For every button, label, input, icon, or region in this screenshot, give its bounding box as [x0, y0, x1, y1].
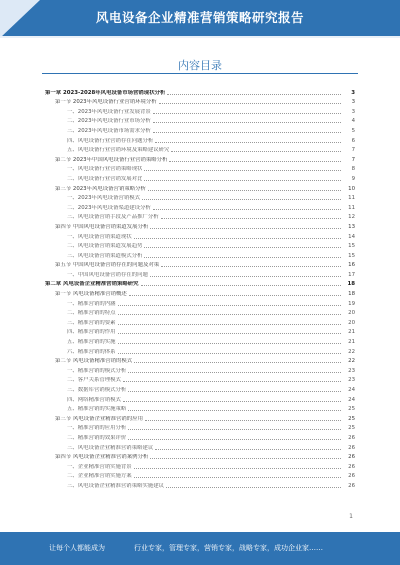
toc-entry-page: 14	[348, 233, 355, 240]
toc-entry-text: 五、风电设备行业营销环境及策略建议研究	[67, 147, 170, 154]
toc-entry[interactable]	[45, 412, 355, 422]
report-header	[0, 0, 400, 38]
toc-entry-page: 10	[348, 185, 355, 192]
toc-entry-text: 第一节 2023年风电设备行业营销环境分析	[55, 99, 157, 106]
toc-entry[interactable]	[45, 326, 355, 336]
toc-entry[interactable]	[45, 451, 355, 461]
toc-entry[interactable]	[45, 230, 355, 240]
toc-entry[interactable]	[45, 393, 355, 403]
toc-leader-dots	[153, 113, 341, 114]
toc-entry-text: 一、风电设备营销渠道现状	[67, 233, 132, 240]
toc-entry[interactable]	[45, 374, 355, 384]
toc-entry[interactable]	[45, 403, 355, 413]
toc-entry-text: 第一章 2023-2028年风电设备市场营销现状分析	[45, 89, 166, 96]
toc-leader-dots	[118, 343, 341, 344]
toc-entry-page: 22	[348, 358, 355, 365]
toc-entry-text: 第四节 中国风电设备营销渠道发展分析	[55, 223, 149, 230]
toc-leader-dots	[144, 247, 341, 248]
toc-leader-dots	[128, 429, 341, 430]
toc-leader-dots	[144, 180, 341, 181]
toc-heading: 内容目录	[178, 59, 222, 72]
toc-leader-dots	[129, 295, 341, 296]
toc-leader-dots	[128, 372, 341, 373]
toc-entry[interactable]	[45, 335, 355, 345]
toc-entry-page: 19	[348, 300, 355, 307]
toc-entry[interactable]	[45, 163, 355, 173]
toc-entry[interactable]	[45, 249, 355, 259]
toc-entry[interactable]	[45, 479, 355, 489]
toc-entry-page: 11	[348, 195, 355, 202]
toc-entry[interactable]	[45, 240, 355, 250]
report-title: 风电设备企业精准营销策略研究报告	[95, 10, 304, 25]
toc-entry[interactable]	[45, 86, 355, 96]
toc-leader-dots	[155, 449, 341, 450]
toc-entry[interactable]	[45, 287, 355, 297]
toc-leader-dots	[169, 161, 341, 162]
toc-leader-dots	[159, 103, 341, 104]
toc-entry[interactable]	[45, 431, 355, 441]
toc-entry-text: 四、精准营销的作用	[67, 329, 116, 336]
toc-leader-dots	[167, 94, 341, 95]
toc-entry-page: 24	[348, 396, 355, 403]
toc-entry-text: 二、精准营销的效果评价	[67, 434, 127, 441]
toc-entry-text: 四、风电设备行业营销存在问题分析	[67, 137, 154, 144]
toc-entry-page: 7	[351, 156, 355, 163]
toc-leader-dots	[141, 285, 341, 286]
toc-leader-dots	[128, 391, 341, 392]
toc-entry[interactable]	[45, 144, 355, 154]
toc-entry-text: 三、风电设备企业精准营销策略建议	[67, 444, 154, 451]
toc-entry-page: 6	[351, 137, 355, 144]
table-of-contents	[45, 86, 355, 489]
toc-leader-dots	[148, 190, 341, 191]
toc-entry-page: 26	[348, 444, 355, 451]
toc-entry[interactable]	[45, 220, 355, 230]
toc-entry[interactable]	[45, 259, 355, 269]
toc-entry-text: 四、网络精准营销模式	[67, 396, 121, 403]
toc-entry-text: 一、风电设备行业营销策略现状	[67, 166, 143, 173]
toc-entry-text: 第三节 风电设备企业精准营销的应用	[55, 415, 143, 422]
toc-entry-text: 二、风电设备营销渠道发展趋势	[67, 243, 143, 250]
toc-entry[interactable]	[45, 134, 355, 144]
toc-leader-dots	[118, 314, 341, 315]
toc-entry[interactable]	[45, 297, 355, 307]
toc-entry[interactable]	[45, 124, 355, 134]
toc-entry[interactable]	[45, 182, 355, 192]
toc-leader-dots	[150, 228, 341, 229]
toc-entry[interactable]	[45, 364, 355, 374]
toc-entry-page: 20	[348, 310, 355, 317]
toc-leader-dots	[118, 333, 341, 334]
toc-entry-text: 三、风电设备企业精准营销策略实施建议	[67, 482, 165, 489]
toc-entry-page: 26	[348, 473, 355, 480]
toc-entry-text: 一、中国风电设备营销存在的问题	[67, 271, 148, 278]
toc-entry[interactable]	[45, 345, 355, 355]
toc-entry-page: 25	[348, 415, 355, 422]
toc-leader-dots	[118, 305, 341, 306]
toc-entry[interactable]	[45, 441, 355, 451]
toc-entry-text: 一、精准营销的模式分析	[67, 367, 127, 374]
header-divider	[0, 36, 400, 38]
toc-entry-text: 第五节 中国风电设备营销存在的问题及对策	[55, 262, 160, 269]
toc-leader-dots	[134, 468, 341, 469]
toc-entry-page: 25	[348, 425, 355, 432]
toc-entry-page: 26	[348, 434, 355, 441]
toc-leader-dots	[134, 362, 341, 363]
toc-leader-dots	[161, 218, 341, 219]
toc-entry-text: 一、精准营销的应用分析	[67, 425, 127, 432]
toc-entry-page: 18	[347, 281, 355, 288]
toc-entry[interactable]	[45, 278, 355, 288]
toc-leader-dots	[123, 401, 341, 402]
toc-entry-page: 9	[351, 175, 355, 182]
toc-entry-page: 22	[348, 348, 355, 355]
toc-entry-page: 24	[348, 387, 355, 393]
toc-entry[interactable]	[45, 355, 355, 365]
toc-entry-text: 一、企业精准营销实施背景	[67, 463, 132, 470]
footer-slogan-right: 行业专家，管理专家，营销专家，战略专家，成功企业家……	[134, 544, 323, 552]
toc-leader-dots	[123, 381, 341, 382]
toc-entry-page: 21	[348, 329, 355, 336]
toc-entry-page: 15	[348, 243, 355, 250]
toc-entry-text: 六、精准营销的体系	[67, 348, 116, 355]
toc-entry-text: 五、精准营销的实施	[67, 339, 116, 346]
toc-leader-dots	[166, 487, 341, 488]
toc-leader-dots	[153, 122, 341, 123]
toc-entry-page: 12	[348, 214, 355, 221]
toc-entry-text: 五、精准营销的实施策略	[67, 406, 127, 413]
toc-entry-text: 三、精准营销的要素	[67, 319, 116, 326]
toc-entry[interactable]	[45, 307, 355, 317]
toc-entry-page: 17	[348, 271, 355, 278]
toc-entry-text: 第四节 风电设备企业精准营销案例分析	[55, 454, 149, 461]
toc-entry-text: 三、风电设备营销渠道模式分析	[67, 252, 143, 259]
toc-leader-dots	[155, 142, 341, 143]
toc-entry-text: 二、风电设备行业营销发展对比	[67, 175, 143, 182]
toc-entry-page: 26	[348, 482, 355, 489]
toc-entry[interactable]	[45, 105, 355, 115]
toc-entry-page: 7	[351, 147, 355, 154]
toc-heading-rule	[42, 73, 358, 74]
toc-leader-dots	[128, 439, 341, 440]
footer-banner	[0, 532, 400, 565]
toc-entry-page: 23	[348, 367, 355, 374]
toc-entry-text: 二、精准营销的特点	[67, 310, 116, 317]
toc-entry-page: 3	[351, 108, 355, 115]
toc-leader-dots	[150, 276, 341, 277]
toc-entry[interactable]	[45, 172, 355, 182]
toc-entry-text: 三、数据库营销模式分析	[67, 387, 127, 393]
toc-entry-text: 第二章 风电设备企业精准营销策略研究	[45, 281, 139, 288]
toc-leader-dots	[142, 199, 341, 200]
toc-entry[interactable]	[45, 201, 355, 211]
toc-entry[interactable]	[45, 316, 355, 326]
toc-leader-dots	[134, 477, 341, 478]
toc-entry[interactable]	[45, 460, 355, 470]
toc-entry-text: 第三节 2023年风电设备营销策略分析	[55, 185, 146, 192]
toc-entry[interactable]	[45, 192, 355, 202]
toc-leader-dots	[144, 257, 341, 258]
toc-leader-dots	[153, 132, 341, 133]
toc-entry-text: 二、2023年风电设备渠道建设分析	[67, 204, 151, 211]
toc-entry-page: 11	[348, 204, 355, 211]
toc-entry-page: 23	[348, 377, 355, 384]
toc-leader-dots	[134, 238, 341, 239]
toc-entry-text: 第二节 2023年中国风电设备行业营销策略分析	[55, 156, 168, 163]
toc-entry[interactable]	[45, 268, 355, 278]
toc-entry[interactable]	[45, 422, 355, 432]
toc-entry[interactable]	[45, 383, 355, 393]
toc-entry-page: 15	[348, 252, 355, 259]
toc-entry-text: 一、精准营销的内涵	[67, 300, 116, 307]
toc-entry-page: 18	[348, 291, 355, 298]
toc-entry-page: 8	[351, 166, 355, 173]
toc-leader-dots	[145, 420, 341, 421]
toc-entry-page: 3	[351, 89, 355, 96]
toc-leader-dots	[128, 410, 341, 411]
page-number: 1	[349, 513, 353, 520]
toc-entry-page: 5	[351, 127, 355, 134]
toc-entry-page: 25	[348, 406, 355, 413]
toc-entry[interactable]	[45, 96, 355, 106]
toc-entry-text: 二、2023年风电设备行业市场分析	[67, 118, 151, 125]
toc-entry-page: 4	[351, 118, 355, 125]
footer-slogan-left: 让每个人都能成为	[49, 544, 105, 552]
toc-entry-text: 二、客户关系管理模式	[67, 377, 121, 384]
toc-entry-text: 第二节 风电设备精准营销的模式	[55, 358, 133, 365]
toc-entry-text: 三、2023年风电设备市场需求分析	[67, 127, 151, 134]
toc-leader-dots	[150, 458, 341, 459]
toc-entry-page: 13	[348, 223, 355, 230]
toc-entry-text: 第一节 风电设备精准营销概述	[55, 291, 127, 298]
toc-leader-dots	[144, 170, 341, 171]
toc-entry[interactable]	[45, 211, 355, 221]
toc-leader-dots	[171, 151, 341, 152]
toc-entry-page: 26	[348, 463, 355, 470]
toc-entry-page: 26	[348, 454, 355, 461]
toc-leader-dots	[118, 324, 341, 325]
toc-entry-text: 三、风电设备营销手段及产品推广分析	[67, 214, 159, 221]
toc-entry-page: 21	[348, 339, 355, 346]
toc-entry-page: 20	[348, 319, 355, 326]
toc-leader-dots	[118, 353, 341, 354]
toc-entry-text: 一、2023年风电设备行业发展背景	[67, 108, 151, 115]
toc-leader-dots	[161, 266, 341, 267]
toc-leader-dots	[153, 209, 341, 210]
toc-entry[interactable]	[45, 470, 355, 480]
toc-entry-page: 16	[348, 262, 355, 269]
toc-entry[interactable]	[45, 153, 355, 163]
toc-entry-text: 二、企业精准营销实施方案	[67, 473, 132, 480]
toc-entry-page: 3	[351, 99, 355, 106]
toc-entry-text: 一、2023年风电设备营销模式	[67, 195, 141, 202]
toc-entry[interactable]	[45, 115, 355, 125]
